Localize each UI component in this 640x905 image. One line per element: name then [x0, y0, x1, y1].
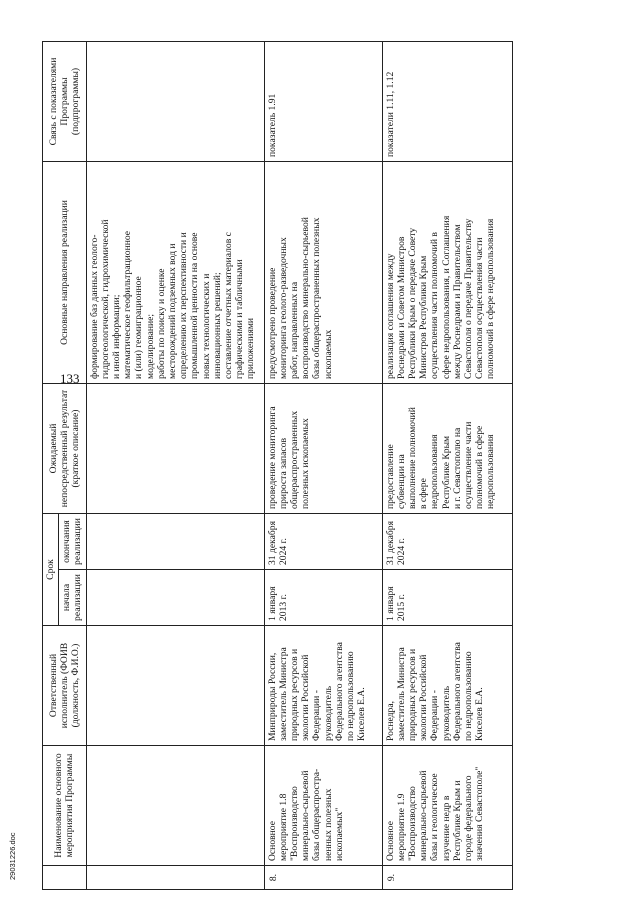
table-row [382, 42, 512, 890]
row-end: 31 декабря 2024 г. [264, 514, 382, 570]
row-start: 1 января 2015 г. [382, 570, 512, 626]
row-responsible: Минприроды России, заместитель Министра природных ресурсов и экологии Российской Федерации - руководитель Федерального агентства по недропользованию Киселев Е.А. [264, 626, 382, 746]
header-result: Ожидаемый непосредственный результат (краткое описание) [43, 384, 87, 514]
row-start: 1 января 2013 г. [264, 570, 382, 626]
row-responsible [86, 626, 264, 746]
header-term: Срок [43, 514, 59, 626]
row-link: показатели 1.11, 1.12 [382, 42, 512, 162]
header-responsible: Ответственный исполнитель (ФОИВ (должность, Ф.И.О.) [43, 626, 87, 746]
program-activities-table [42, 41, 513, 890]
table-row [264, 42, 382, 890]
rotated-table-wrapper [42, 42, 627, 890]
row-num: 8. [264, 866, 382, 890]
header-term-start: начала реализации [59, 570, 86, 626]
row-result [86, 384, 264, 514]
row-end: 31 декабря 2024 г. [382, 514, 512, 570]
row-start [86, 570, 264, 626]
header-term-end: окончания реализации [59, 514, 86, 570]
row-link: показатель 1.91 [264, 42, 382, 162]
row-name [86, 746, 264, 866]
page-number: 133 [60, 371, 80, 386]
row-num [86, 866, 264, 890]
row-end [86, 514, 264, 570]
row-directions: предусмотрено проведение мониторинга геолого-разведочных работ, направленных на воспроизводство минерально-сырьевой базы общераспространенных полезных ископаемых [264, 162, 382, 384]
row-num: 9. [382, 866, 512, 890]
row-result: проведение мониторинга прироста запасов общераспространенных полезных ископаемых [264, 384, 382, 514]
header-name: Наименование основного мероприятия Программы [43, 746, 87, 866]
row-name: Основное мероприятие 1.8 "Воспроизводство минерально-сырьевой базы общераспростра- ненных полезных ископаемых" [264, 746, 382, 866]
row-name: Основное мероприятие 1.9 "Воспроизводство минерально-сырьевой базы и геологическое изучение недр в Республике Крым и городе федерального значения Севастополе" [382, 746, 512, 866]
row-responsible: Роснедра, заместитель Министра природных ресурсов и экологии Российской Федерации - руководитель Федерального агентства по недропользованию Киселев Е.А. [382, 626, 512, 746]
table-row [86, 42, 264, 890]
document-id: 29031226.doc [8, 832, 17, 880]
row-directions: формирование баз данных геолого- гидрогеологической, гидрохимической и иной информации; математическое геофильтрационное и (или) геомиграционное моделирование; работы по поиску и оценке месторождений подземных вод и определению их перспективности и промышленной ценности на основе новых технологических и инновационных решений; составление отчетных материалов с графическими и табличными приложениями [86, 162, 264, 384]
header-num [43, 866, 87, 890]
header-row [43, 42, 59, 890]
header-directions: Основные направления реализации [43, 162, 87, 384]
row-directions: реализация соглашения между Роснедрами и Советом Министров Республики Крым о передаче Совету Министров Республики Крым осуществления части полномочий в сфере недропользования, и Соглашения между Роснедрами и Правительством Севастополя о передаче Правительству Севастополя осуществления части полномочий в сфере недропользования [382, 162, 512, 384]
row-result: предоставление субвенции на выполнение полномочий в сфере недропользования Республике Крым и г. Севастополю на осуществление части полномочий в сфере недропользования [382, 384, 512, 514]
row-link [86, 42, 264, 162]
header-link: Связь с показателями Программы (подпрограммы) [43, 42, 87, 162]
